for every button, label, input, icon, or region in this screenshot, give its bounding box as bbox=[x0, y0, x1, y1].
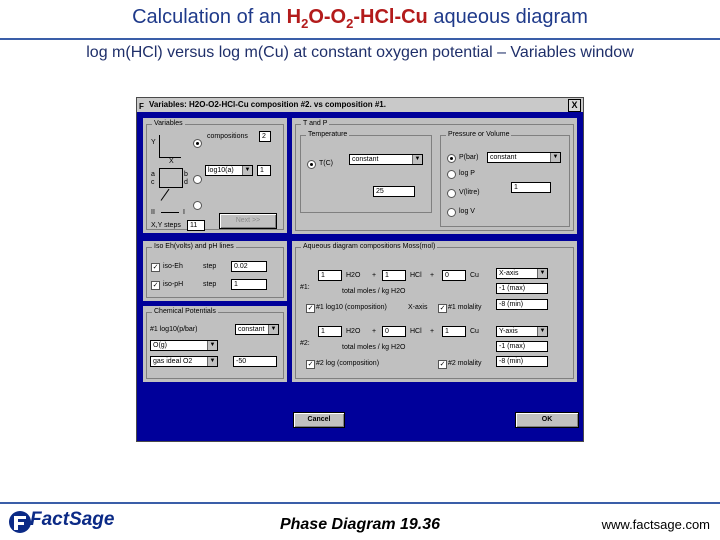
row1-h2o-amount-input[interactable]: 1 bbox=[318, 270, 342, 281]
iso-lines-heading: Iso Eh(volts) and pH lines bbox=[154, 243, 234, 250]
log-pressure-label: log P bbox=[459, 170, 475, 177]
aqueous-compositions-heading: Aqueous diagram compositions Moss(mol) bbox=[303, 243, 436, 250]
pressure-mode-value: constant bbox=[490, 154, 517, 161]
iso-ph-step-label: step bbox=[203, 281, 217, 288]
iso-lines-group bbox=[146, 243, 284, 298]
window-titlebar[interactable] bbox=[137, 98, 583, 112]
chem-species-select[interactable] bbox=[150, 340, 218, 351]
temperature-input[interactable]: 25 bbox=[373, 186, 415, 197]
row1-max-input[interactable]: -1 (max) bbox=[496, 283, 548, 294]
logo-text: FactSage bbox=[30, 509, 115, 530]
temperature-heading: Temperature bbox=[308, 131, 348, 138]
log-value-input[interactable]: 1 bbox=[257, 165, 271, 176]
chevron-down-icon: ▼ bbox=[207, 357, 217, 366]
row1-log-checkbox[interactable]: ✓ bbox=[307, 305, 314, 312]
row1-h2o-label: H2O bbox=[346, 272, 361, 279]
log-pressure-radio[interactable] bbox=[447, 170, 456, 179]
log-function-select[interactable] bbox=[205, 165, 253, 176]
iso-eh-step-label: step bbox=[203, 263, 217, 270]
slide-number: Phase Diagram 19.36 bbox=[279, 516, 441, 533]
chem-value-input[interactable]: -50 bbox=[233, 356, 277, 367]
variables-panel bbox=[143, 118, 287, 233]
chevron-down-icon: ▼ bbox=[537, 269, 547, 278]
compositions-input[interactable]: 2 bbox=[259, 131, 271, 142]
temperature-mode-value: constant bbox=[352, 156, 379, 163]
chevron-down-icon: ▼ bbox=[412, 155, 422, 164]
log-volume-label: log V bbox=[459, 208, 475, 215]
chevron-down-icon: ▼ bbox=[207, 341, 217, 350]
row2-log-label: #2 log (composition) bbox=[316, 360, 380, 367]
row1-label: #1: bbox=[300, 284, 310, 291]
row1-log-label: #1 log10 (composition) bbox=[316, 304, 387, 311]
iso-ph-label: iso-pH bbox=[163, 281, 184, 288]
row1-molality-checkbox[interactable]: ✓ bbox=[439, 305, 446, 312]
row2-max-input[interactable]: -1 (max) bbox=[496, 341, 548, 352]
triangle-base bbox=[161, 212, 179, 213]
row1-cu-amount-input[interactable]: 0 bbox=[442, 270, 466, 281]
t-and-p-heading: T and P bbox=[303, 120, 328, 127]
abcd-frame bbox=[159, 168, 183, 188]
temperature-label: T(C) bbox=[319, 160, 333, 167]
row2-cu-amount-input[interactable]: 1 bbox=[442, 326, 466, 337]
row1-min-input[interactable]: -8 (min) bbox=[496, 299, 548, 310]
t-and-p-group bbox=[295, 120, 574, 231]
pressure-label: P(bar) bbox=[459, 154, 479, 161]
aqueous-compositions-panel bbox=[292, 241, 577, 382]
xy-steps-label: X,Y steps bbox=[151, 222, 181, 229]
variables-window bbox=[136, 97, 584, 442]
row2-axis-select[interactable] bbox=[496, 326, 548, 337]
chem-species-value: O(g) bbox=[153, 342, 167, 349]
chem-mode-value: constant bbox=[238, 326, 265, 333]
next-button[interactable]: Next >> bbox=[219, 213, 277, 229]
temperature-mode-select[interactable] bbox=[349, 154, 423, 165]
volume-radio[interactable] bbox=[447, 189, 456, 198]
factsage-app-icon: F bbox=[139, 102, 144, 111]
xy-plot-radio[interactable] bbox=[193, 139, 202, 148]
row2-log-checkbox[interactable]: ✓ bbox=[307, 361, 314, 368]
slide-subtitle: log m(HCl) versus log m(Cu) at constant oxygen potential – Variables window bbox=[86, 44, 634, 61]
t-and-p-panel bbox=[292, 118, 577, 234]
row1-x-axis-label: X-axis bbox=[408, 304, 428, 311]
row1-plus-2: + bbox=[430, 272, 435, 279]
d-label: d bbox=[184, 179, 188, 186]
abcd-plot-radio[interactable] bbox=[193, 175, 202, 184]
log-function-value: log10(a) bbox=[208, 167, 234, 174]
row2-plus-1: + bbox=[372, 328, 377, 335]
chevron-down-icon: ▼ bbox=[550, 153, 560, 162]
pressure-mode-select[interactable] bbox=[487, 152, 561, 163]
slide-title bbox=[0, 6, 720, 31]
row1-hcl-label: HCl bbox=[410, 272, 422, 279]
chevron-down-icon: ▼ bbox=[537, 327, 547, 336]
volume-label: V(litre) bbox=[459, 189, 480, 196]
chemical-potentials-group bbox=[146, 308, 284, 379]
triangle-plot-radio[interactable] bbox=[193, 201, 202, 210]
pressure-radio[interactable] bbox=[447, 154, 456, 163]
website-url[interactable]: www.factsage.com bbox=[601, 517, 710, 532]
pressure-heading: Pressure or Volume bbox=[448, 131, 510, 138]
row2-molality-label: #2 molality bbox=[448, 360, 482, 367]
row1-axis-value: X-axis bbox=[499, 270, 519, 277]
c-label: c bbox=[151, 179, 155, 186]
pressure-input[interactable]: 1 bbox=[511, 182, 551, 193]
cancel-button[interactable]: Cancel bbox=[293, 412, 345, 428]
variables-group bbox=[146, 120, 284, 230]
row1-axis-select[interactable] bbox=[496, 268, 548, 279]
row1-molality-label: #1 molality bbox=[448, 304, 482, 311]
window-title: Variables: H2O-O2-HCl-Cu composition #2. vs composition #1. bbox=[149, 100, 386, 109]
chemical-potentials-panel bbox=[143, 306, 287, 382]
temperature-radio[interactable] bbox=[307, 160, 316, 169]
log-volume-radio[interactable] bbox=[447, 208, 456, 217]
i-label: I bbox=[183, 209, 185, 216]
y-label: Y bbox=[151, 139, 156, 146]
ok-button[interactable]: OK bbox=[515, 412, 579, 428]
row1-total-moles-label: total moles / kg H2O bbox=[342, 288, 406, 295]
iso-eh-step-input[interactable]: 0.02 bbox=[231, 261, 267, 272]
row1-cu-label: Cu bbox=[470, 272, 479, 279]
y-axis-line bbox=[159, 135, 160, 157]
chevron-down-icon: ▼ bbox=[268, 325, 278, 334]
title-prefix: Calculation of an bbox=[132, 6, 287, 28]
row2-axis-value: Y-axis bbox=[499, 328, 518, 335]
close-button[interactable]: X bbox=[568, 99, 581, 112]
chem-mode-select[interactable] bbox=[235, 324, 279, 335]
temperature-group bbox=[300, 131, 432, 213]
b-label: b bbox=[184, 171, 188, 178]
row2-total-moles-label: total moles / kg H2O bbox=[342, 344, 406, 351]
title-rule bbox=[0, 38, 720, 40]
aqueous-compositions-group bbox=[295, 243, 574, 379]
iso-eh-label: iso-Eh bbox=[163, 263, 183, 270]
ii-label: II bbox=[151, 209, 155, 216]
chemical-potentials-heading: Chemical Potentials bbox=[154, 308, 216, 315]
row2-h2o-amount-input[interactable]: 1 bbox=[318, 326, 342, 337]
row2-hcl-amount-input[interactable]: 0 bbox=[382, 326, 406, 337]
chevron-down-icon: ▼ bbox=[242, 166, 252, 175]
row2-hcl-label: HCl bbox=[410, 328, 422, 335]
triangle-left bbox=[161, 189, 170, 201]
row2-plus-2: + bbox=[430, 328, 435, 335]
title-system: $H_2O-O_2-HCl-Cu$ bbox=[286, 6, 428, 31]
row2-cu-label: Cu bbox=[470, 328, 479, 335]
row1-plus-1: + bbox=[372, 272, 377, 279]
row2-h2o-label: H2O bbox=[346, 328, 361, 335]
iso-ph-checkbox[interactable]: ✓ bbox=[152, 282, 159, 289]
row2-molality-checkbox[interactable]: ✓ bbox=[439, 361, 446, 368]
xy-steps-input[interactable]: 11 bbox=[187, 220, 205, 231]
iso-lines-panel bbox=[143, 241, 287, 301]
row2-min-input[interactable]: -8 (min) bbox=[496, 356, 548, 367]
chem-potential-label: #1 log10(p/bar) bbox=[150, 326, 198, 333]
a-label: a bbox=[151, 171, 155, 178]
iso-eh-checkbox[interactable]: ✓ bbox=[152, 264, 159, 271]
footer-rule bbox=[0, 502, 720, 504]
chem-gas-value: gas ideal O2 bbox=[153, 358, 193, 365]
row2-label: #2: bbox=[300, 340, 310, 347]
title-suffix: aqueous diagram bbox=[427, 6, 588, 28]
x-label: X bbox=[169, 158, 174, 165]
iso-ph-step-input[interactable]: 1 bbox=[231, 279, 267, 290]
pressure-group bbox=[440, 131, 570, 227]
variables-heading: Variables bbox=[154, 120, 183, 127]
row1-hcl-amount-input[interactable]: 1 bbox=[382, 270, 406, 281]
chem-gas-select[interactable] bbox=[150, 356, 218, 367]
compositions-label: compositions bbox=[207, 133, 248, 140]
